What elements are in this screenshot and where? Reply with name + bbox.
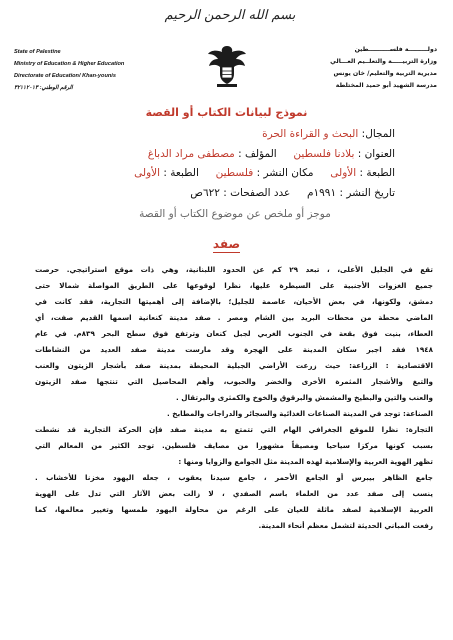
pages-value: ٦٢٢ص [190,186,220,199]
header-right-block [287,44,437,92]
body-line: والتبغ والأشجار المثمرة الأخرى والخضر والحبوب، وأهم المحاصيل التي تنتجها صفد الزيتون [35,377,433,386]
summary-heading: موجز أو ملخص عن موضوع الكتاب أو القصة [139,208,331,220]
body-line: دمشق، ولكونها، في بعض الأحيان، عاصمة للجليل؛ بالإضافة إلى أهميتها التجارية، فقد كانت في [35,297,433,306]
header-left-line: State of Palestine [14,49,61,55]
author-value: مصطفى مراد الدباغ [147,147,235,160]
place-value: فلسطين [215,167,254,179]
date-pages-row [75,184,395,204]
body-line: التجارة: نظرا للموقع الجغرافي الهام التي تتمتع به مدينة صفد فإن الحركة التجارية قد نشطت [35,425,433,434]
title-author-row [75,145,395,165]
body-line: الصناعة: توجد في المدينة الصناعات الغذائية والسجائر والدراجات والمطابخ . [167,409,433,418]
body-line: والعنب والتين والبطيخ والمشمش والبرقوق والخوخ والكمثرى والبرتقال . [176,393,433,402]
body-line: العطاء، بنيت فوق بقعة في الجنوب الغربي لجبل كنعان وترتفع فوق سطح البحر ٨٣٩م. في عام [35,329,433,338]
body-line: الاقتصادية : الزراعة: حيث زرعت الأراضي الجبلية المحيطة بمدينة صفد بأشجار الزيتون والعنب [35,361,433,370]
subject-title-text: صفد [212,237,241,251]
body-line: رفعت المباني الحديثة لتشمل معظم أنحاء المدينة. [258,521,433,530]
body-line: بسبب كونها مركزا سياحيا ومصيفاً مشهورا من مصايف فلسطين. توجد الكثير من المعالم التي [35,441,433,450]
title-label: العنوان : [357,147,395,160]
edition-place-row [75,164,395,184]
header-left-line: Ministry of Education & Higher Education [14,61,125,67]
body-line: ١٩٤٨ فقد اجبر سكان المدينة على الهجرة وقد مارست مدينة صفد العديد من النشاطات [35,345,433,354]
subject-title [0,237,453,251]
header-left-block [14,46,164,94]
header-left-line: Directorate of Education/ Khan-younis [14,73,116,79]
author-label: المؤلف : [238,147,277,160]
palestine-eagle-emblem-icon [205,40,249,88]
header-right-line: مديرية التربية والتعليم/ خان يونس [333,70,437,77]
field-label: المجال: [361,128,395,140]
edition2-value: الأولى [134,167,161,179]
header-right-line: وزارة التربيـــــة والتعلــيم العـــالي [330,58,437,65]
field-row [75,125,395,145]
body-line: العربية الإسلامية لصفد ماثلة للعيان على الرغم من محاولة اليهود طمسها وتغيير معالمها، كما [35,505,433,514]
edition-value: الأولى [330,167,357,179]
title-value: بلادنا فلسطين [293,147,355,160]
body-line: جامع الظاهر بيبرس أو الجامع الأحمر ، جامع سيدنا يعقوب ، جعله اليهود مخزنا للأخشاب . [35,473,433,482]
date-value: ١٩٩١م [307,186,337,199]
date-label: تاريخ النشر : [339,186,395,199]
header-left-line: الرقم الوطني: ٣٢١١٢٠١٣ [14,85,73,91]
edition-label: الطبعة : [359,167,395,179]
body-line: الماضي محطة من محطات البريد بين الشام ومصر . صفد مدينة كنعانية اسمها القديم صفت، أي [35,313,433,322]
place-label: مكان النشر : [256,167,314,179]
field-value: البحث و القراءة الحرة [262,128,359,140]
body-line: ينسب إلى صفد عدد من العلماء باسم الصفدي ، لا زالت بعض الآثار التي تدل على الهوية [35,489,433,498]
body-line: تظهر الهوية العربية والإسلامية لهذه المدينة مثل الجوامع والزوايا ومنها : [178,457,433,466]
form-title: نموذج لبيانات الكتاب أو القصة [145,106,308,119]
body-line: تقع في الجليل الأعلى، ، تبعد ٢٩ كم عن الحدود اللبنانية، وهي ذات موقع استراتيجي. حرصت [35,265,433,274]
header-right-line: مدرسة الشهيد أبو حميد المختلطة [335,82,437,89]
pages-label: عدد الصفحات : [223,186,291,199]
basmala-calligraphy: بسم الله الرحمن الرحيم [164,8,296,23]
book-info-block [75,125,395,225]
summary-body [35,262,433,534]
body-line: جميع الغزوات الأجنبية على السيطرة عليها، نظرا لوقوعها على الطريق المواصلة شمالا حتى [35,281,433,290]
header-right-line: دولـــــــــة فلســــــــــطين [354,46,437,53]
edition2-label: الطبعة : [163,167,199,179]
